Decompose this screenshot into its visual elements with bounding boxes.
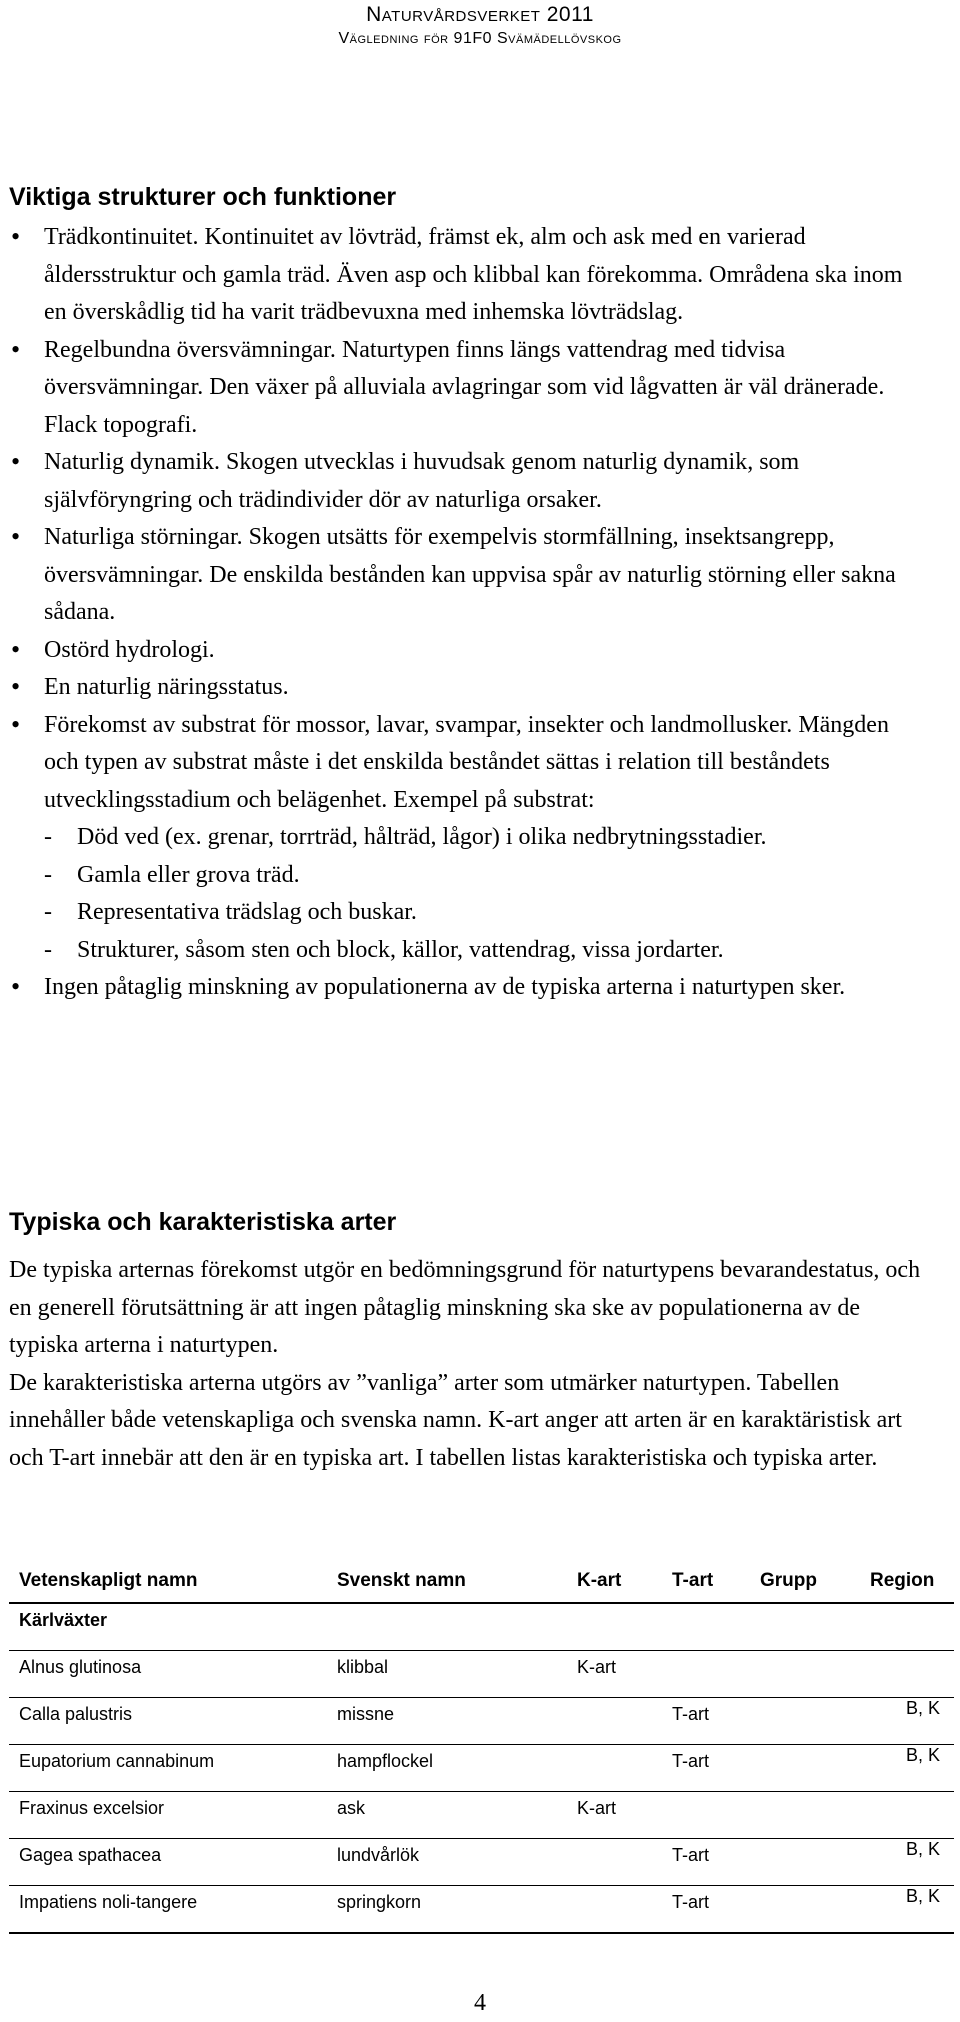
cell-swedish: hampflockel xyxy=(327,1745,567,1792)
cell-t-art: T-art xyxy=(662,1698,750,1745)
cell-swedish: missne xyxy=(327,1698,567,1745)
section-heading-structures: Viktiga strukturer och funktioner xyxy=(9,183,397,211)
cell-t-art: T-art xyxy=(662,1886,750,1934)
list-item xyxy=(9,519,929,632)
cell-k-art: K-art xyxy=(567,1792,662,1839)
list-item xyxy=(9,444,929,519)
col-header-k-art: K-art xyxy=(567,1560,662,1603)
cell-swedish: lundvårlök xyxy=(327,1839,567,1886)
page-number: 4 xyxy=(474,1990,486,2016)
cell-region: B, K xyxy=(860,1745,954,1792)
item-lead: Trädkontinuitet. xyxy=(44,224,199,250)
species-intro xyxy=(9,1252,929,1477)
table-row xyxy=(9,1886,954,1934)
cell-region: B, K xyxy=(860,1886,954,1934)
cell-scientific: Fraxinus excelsior xyxy=(9,1792,327,1839)
substrate-item: - Död ved (ex. grenar, torrträd, hålträd, lågor) i olika nedbrytningsstadier. xyxy=(44,819,929,857)
section-heading-species: Typiska och karakteristiska arter xyxy=(9,1208,397,1236)
col-header-swedish: Svenskt namn xyxy=(327,1560,567,1603)
substrate-item: - Representativa trädslag och buskar. xyxy=(44,894,929,932)
cell-scientific: Calla palustris xyxy=(9,1698,327,1745)
table-row xyxy=(9,1839,954,1886)
cell-region: B, K xyxy=(860,1839,954,1886)
cell-group xyxy=(750,1792,860,1839)
substrate-list xyxy=(44,819,929,969)
cell-group xyxy=(750,1839,860,1886)
running-header-title: Naturvårdsverket 2011 xyxy=(366,3,594,26)
table-row xyxy=(9,1792,954,1839)
list-item xyxy=(9,332,929,445)
table-row xyxy=(9,1745,954,1792)
cell-swedish: klibbal xyxy=(327,1651,567,1698)
cell-scientific: Eupatorium cannabinum xyxy=(9,1745,327,1792)
species-table xyxy=(9,1560,954,1934)
substrate-item: - Gamla eller grova träd. xyxy=(44,857,929,895)
cell-swedish: ask xyxy=(327,1792,567,1839)
item-lead: En naturlig näringsstatus. xyxy=(44,674,289,700)
item-text: Naturtypen finns längs vattendrag med tidvisa översvämningar. Den växer på alluviala avlagringar som vid lågvatten är väl dränerade. Flack topografi. xyxy=(44,336,885,438)
cell-k-art: K-art xyxy=(567,1651,662,1698)
cell-t-art: T-art xyxy=(662,1839,750,1886)
cell-swedish: springkorn xyxy=(327,1886,567,1934)
item-lead: Regelbundna översvämningar. xyxy=(44,336,336,363)
cell-scientific: Impatiens noli-tangere xyxy=(9,1886,327,1934)
cell-k-art xyxy=(567,1745,662,1792)
cell-group xyxy=(750,1886,860,1934)
item-lead: Naturliga störningar. xyxy=(44,524,243,550)
col-header-region: Region xyxy=(860,1560,954,1603)
running-header-subtitle: Vägledning för 91F0 Svämädellövskog xyxy=(338,30,622,47)
item-lead: Ostörd hydrologi. xyxy=(44,636,215,663)
list-item xyxy=(9,707,929,970)
cell-group xyxy=(750,1745,860,1792)
table-row xyxy=(9,1651,954,1698)
col-header-group: Grupp xyxy=(750,1560,860,1603)
cell-region xyxy=(860,1792,954,1839)
cell-scientific: Gagea spathacea xyxy=(9,1839,327,1886)
col-header-t-art: T-art xyxy=(662,1560,750,1603)
table-header-row xyxy=(9,1560,954,1603)
list-item xyxy=(9,219,929,332)
paragraph: De karakteristiska arterna utgörs av ”vanliga” arter som utmärker naturtypen. Tabellen innehåller både vetenskapliga och svenska namn. K-art anger att arten är en karaktäristisk art och T-art innebär att den är en typiska art. I tabellen listas karakteristiska och typiska arter. xyxy=(9,1369,902,1471)
item-text: Skogen utsätts för exempelvis stormfällning, insektsangrepp, översvämningar. De enskilda bestånden kan uppvisa spår av naturlig störning eller sakna sådana. xyxy=(44,524,896,625)
cell-group xyxy=(750,1698,860,1745)
item-text: Mängden och typen av substrat måste i det enskilda beståndet sättas i relation till beståndets utvecklingsstadium och belägenhet. Exempel på substrat: xyxy=(44,711,889,813)
cell-region: B, K xyxy=(860,1698,954,1745)
list-item xyxy=(9,669,929,707)
cell-group xyxy=(750,1651,860,1698)
cell-t-art xyxy=(662,1651,750,1698)
table-row xyxy=(9,1698,954,1745)
paragraph: De typiska arternas förekomst utgör en bedömningsgrund för naturtypens bevarandestatus, och en generell förutsättning är att ingen påtaglig minskning ska ske av populationerna av de typiska arterna i naturtypen. xyxy=(9,1257,921,1358)
col-header-scientific: Vetenskapligt namn xyxy=(9,1560,327,1603)
cell-k-art xyxy=(567,1886,662,1934)
cell-region xyxy=(860,1651,954,1698)
item-lead: Ingen påtaglig minskning av populationerna av de typiska arterna i naturtypen sker. xyxy=(44,974,846,1000)
cell-t-art xyxy=(662,1792,750,1839)
item-lead: Förekomst av substrat för mossor, lavar, svampar, insekter och landmollusker. xyxy=(44,711,793,738)
item-lead: Naturlig dynamik. xyxy=(44,449,220,475)
substrate-item: - Strukturer, såsom sten och block, källor, vattendrag, vissa jordarter. xyxy=(44,932,929,970)
cell-t-art: T-art xyxy=(662,1745,750,1792)
cell-k-art xyxy=(567,1698,662,1745)
category-label: Kärlväxter xyxy=(9,1603,954,1651)
list-item xyxy=(9,632,929,670)
cell-k-art xyxy=(567,1839,662,1886)
list-item xyxy=(9,969,929,1007)
table-category-row xyxy=(9,1603,954,1651)
item-text: Kontinuitet av lövträd, främst ek, alm och ask med en varierad åldersstruktur och gamla träd. Även asp och klibbal kan förekomma. Områdena ska inom en överskådlig tid ha varit trädbevuxna med inhemska lövträdslag. xyxy=(44,224,903,325)
item-text: Skogen utvecklas i huvudsak genom naturlig dynamik, som självföryngring och trädindivider dör av naturliga orsaker. xyxy=(44,449,800,513)
structures-list xyxy=(9,219,929,1007)
cell-scientific: Alnus glutinosa xyxy=(9,1651,327,1698)
